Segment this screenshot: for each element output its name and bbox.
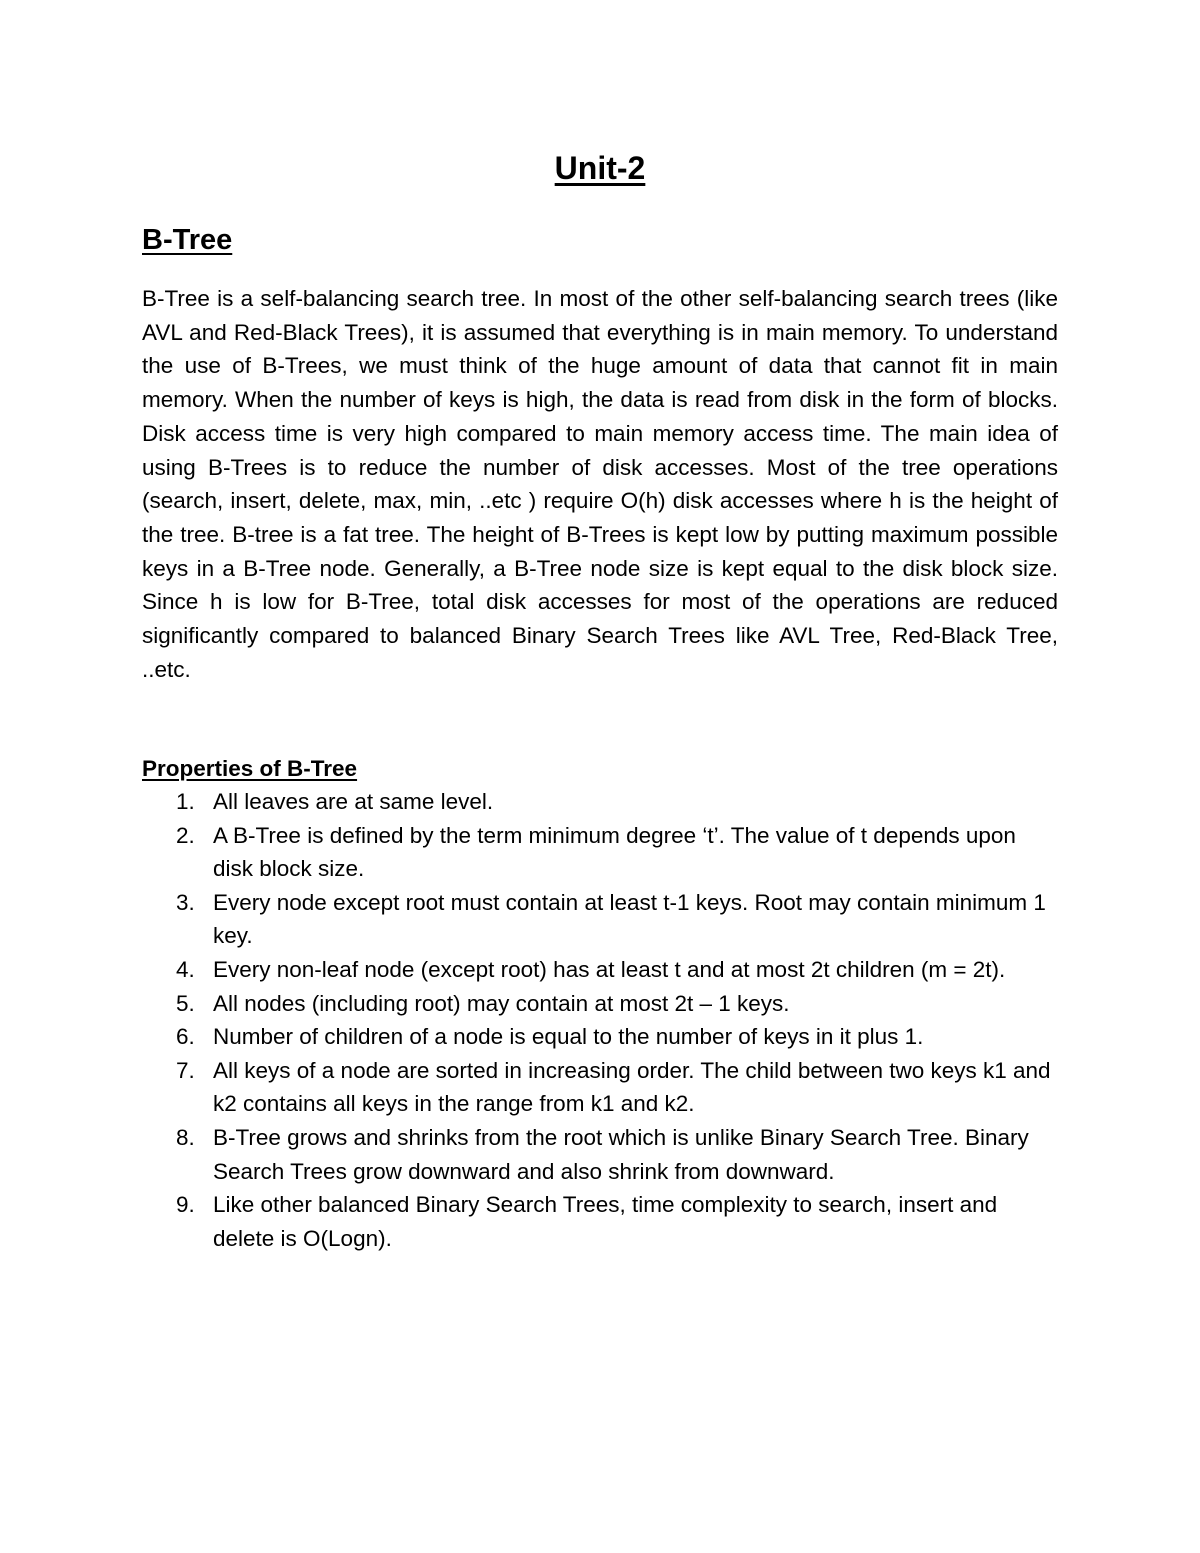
list-item-text: A B-Tree is defined by the term minimum degree ‘t’. The value of t depends upon disk block size. [213, 822, 1016, 882]
list-item-number: 6. [176, 1024, 195, 1050]
list-item-text: B-Tree grows and shrinks from the root which is unlike Binary Search Tree. Binary Search Trees grow downward and also shrink from downward. [213, 1124, 1029, 1184]
list-item-number: 1. [176, 789, 195, 814]
list-item [142, 1020, 1058, 1054]
list-item-text: Number of children of a node is equal to the number of keys in it plus 1. [213, 1024, 924, 1050]
unit-title: Unit-2 [554, 150, 646, 186]
list-item-number: 8. [176, 1124, 195, 1150]
properties-list [142, 785, 1058, 1255]
list-item-number: 9. [176, 1192, 195, 1218]
list-item-number: 7. [176, 1057, 195, 1083]
section-title: B-Tree [142, 224, 233, 256]
list-item [142, 1054, 1058, 1121]
list-item-number: 2. [176, 822, 195, 848]
list-item [142, 1188, 1058, 1255]
list-item-text: Every node except root must contain at least t-1 keys. Root may contain minimum 1 key. [213, 889, 1046, 949]
list-item-text: All leaves are at same level. [213, 789, 494, 814]
list-item-text: All keys of a node are sorted in increasing order. The child between two keys k1 and k2 contains all keys in the range from k1 and k2. [213, 1057, 1051, 1117]
list-item [142, 819, 1058, 886]
list-item-text: Every non-leaf node (except root) has at least t and at most 2t children (m = 2t). [213, 956, 1006, 982]
list-item [142, 953, 1058, 987]
list-item [142, 987, 1058, 1021]
list-item-number: 3. [176, 889, 195, 915]
list-item-number: 5. [176, 990, 195, 1016]
list-item [142, 886, 1058, 953]
list-item-number: 4. [176, 956, 195, 982]
list-item-text: Like other balanced Binary Search Trees, time complexity to search, insert and delete is O(Logn). [213, 1192, 998, 1251]
intro-paragraph: B-Tree is a self-balancing search tree. In most of the other self-balancing search trees (like AVL and Red-Black Trees), it is assumed that everything is in main memory. To understand the use of B-Trees, we must think of the huge amount of data that cannot fit in main memory. When the number of keys is high, the data is read from disk in the form of blocks. Disk access time is very high compared to main memory access time. The main idea of using B-Trees is to reduce the number of disk accesses. Most of the tree operations (search, insert, delete, max, min, ..etc ) require O(h) disk accesses where h is the height of the tree. B-tree is a fat tree. The height of B-Trees is kept low by putting maximum possible keys in a B-Tree node. Generally, a B-Tree node size is kept equal to the disk block size. Since h is low for B-Tree, total disk accesses for most of the operations are reduced significantly compared to balanced Binary Search Trees like AVL Tree, Red-Black Tree, ..etc. [142, 286, 1058, 682]
list-item-text: All nodes (including root) may contain at most 2t – 1 keys. [213, 990, 790, 1016]
list-item [142, 1121, 1058, 1188]
properties-title: Properties of B-Tree [142, 756, 358, 781]
list-item [142, 785, 1058, 819]
